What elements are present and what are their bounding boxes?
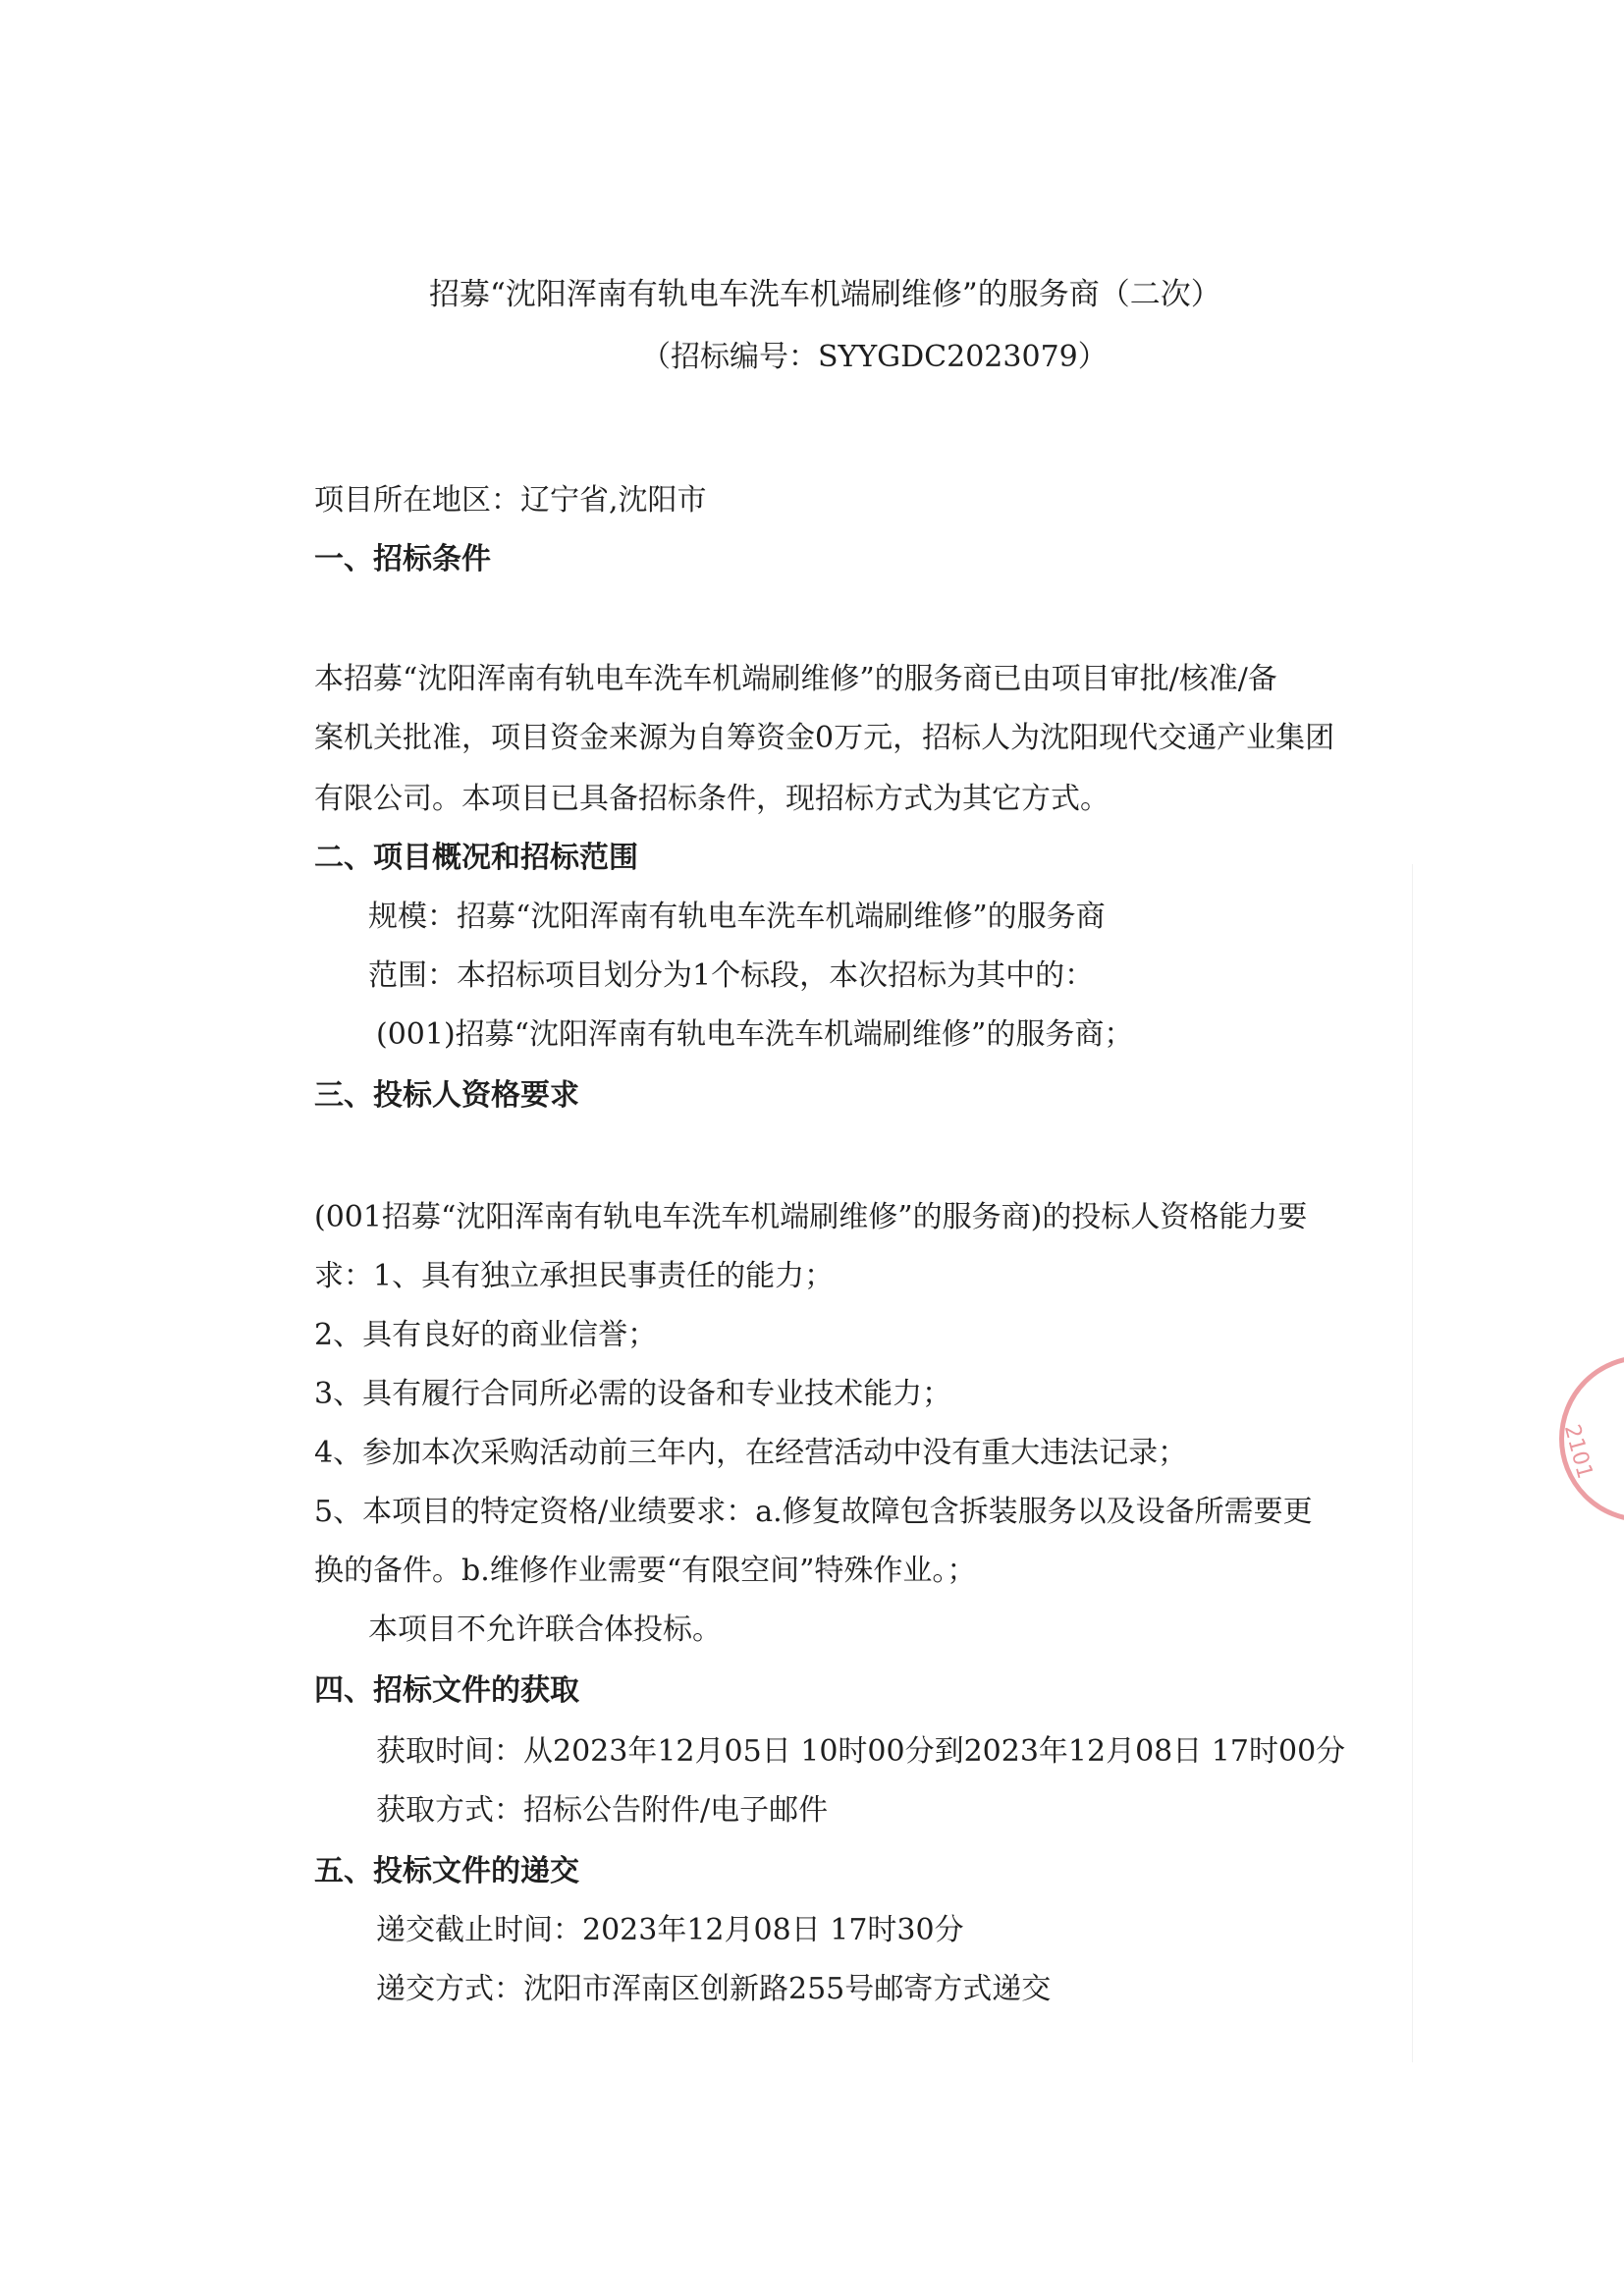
section-heading-3: 三、投标人资格要求	[314, 1078, 579, 1113]
section-heading-1: 一、招标条件	[314, 542, 491, 576]
submission-deadline: 递交截止时间：2023年12月08日 17时30分	[376, 1913, 964, 1947]
document-title: 招募“沈阳浑南有轨电车洗车机端刷维修”的服务商（二次）	[429, 277, 1221, 312]
section-heading-2: 二、项目概况和招标范围	[314, 841, 638, 875]
acquire-time: 获取时间：从2023年12月05日 10时00分到2023年12月08日 17时00分	[376, 1734, 1346, 1769]
qualification-line-4: 3、具有履行合同所必需的设备和专业技术能力；	[314, 1377, 952, 1411]
section-heading-5: 五、投标文件的递交	[314, 1854, 579, 1888]
acquire-method: 获取方式：招标公告附件/电子邮件	[376, 1793, 829, 1828]
qualification-line-3: 2、具有良好的商业信誉；	[314, 1318, 658, 1352]
bid-number: （招标编号：SYYGDC2023079）	[641, 340, 1108, 374]
scope-text: 范围：本招标项目划分为1个标段，本次招标为其中的：	[368, 958, 1095, 993]
qualification-line-7: 换的备件。b.维修作业需要“有限空间”特殊作业。；	[314, 1554, 977, 1588]
qualification-line-5: 4、参加本次采购活动前三年内，在经营活动中没有重大违法记录；	[314, 1436, 1188, 1470]
section1-line-1: 本招募“沈阳浑南有轨电车洗车机端刷维修”的服务商已由项目审批/核准/备	[314, 662, 1277, 696]
seal-number: 2101	[1558, 1422, 1597, 1482]
consortium-note: 本项目不允许联合体投标。	[368, 1613, 722, 1647]
section-heading-4: 四、招标文件的获取	[314, 1673, 579, 1708]
section1-line-3: 有限公司。本项目已具备招标条件，现招标方式为其它方式。	[314, 782, 1110, 816]
submission-method: 递交方式：沈阳市浑南区创新路255号邮寄方式递交	[376, 1972, 1052, 2006]
lot-text: (001)招募“沈阳浑南有轨电车洗车机端刷维修”的服务商；	[376, 1017, 1134, 1052]
project-location: 项目所在地区：辽宁省,沈阳市	[314, 483, 707, 518]
qualification-line-1: (001招募“沈阳浑南有轨电车洗车机端刷维修”的服务商)的投标人资格能力要	[314, 1200, 1308, 1234]
scan-edge-line	[1412, 864, 1413, 2062]
qualification-line-2: 求：1、具有独立承担民事责任的能力；	[314, 1259, 835, 1293]
qualification-line-6: 5、本项目的特定资格/业绩要求：a.修复故障包含拆装服务以及设备所需要更	[314, 1495, 1313, 1529]
section1-line-2: 案机关批准，项目资金来源为自筹资金0万元，招标人为沈阳现代交通产业集团	[314, 721, 1335, 755]
scale-text: 规模：招募“沈阳浑南有轨电车洗车机端刷维修”的服务商	[368, 900, 1106, 934]
